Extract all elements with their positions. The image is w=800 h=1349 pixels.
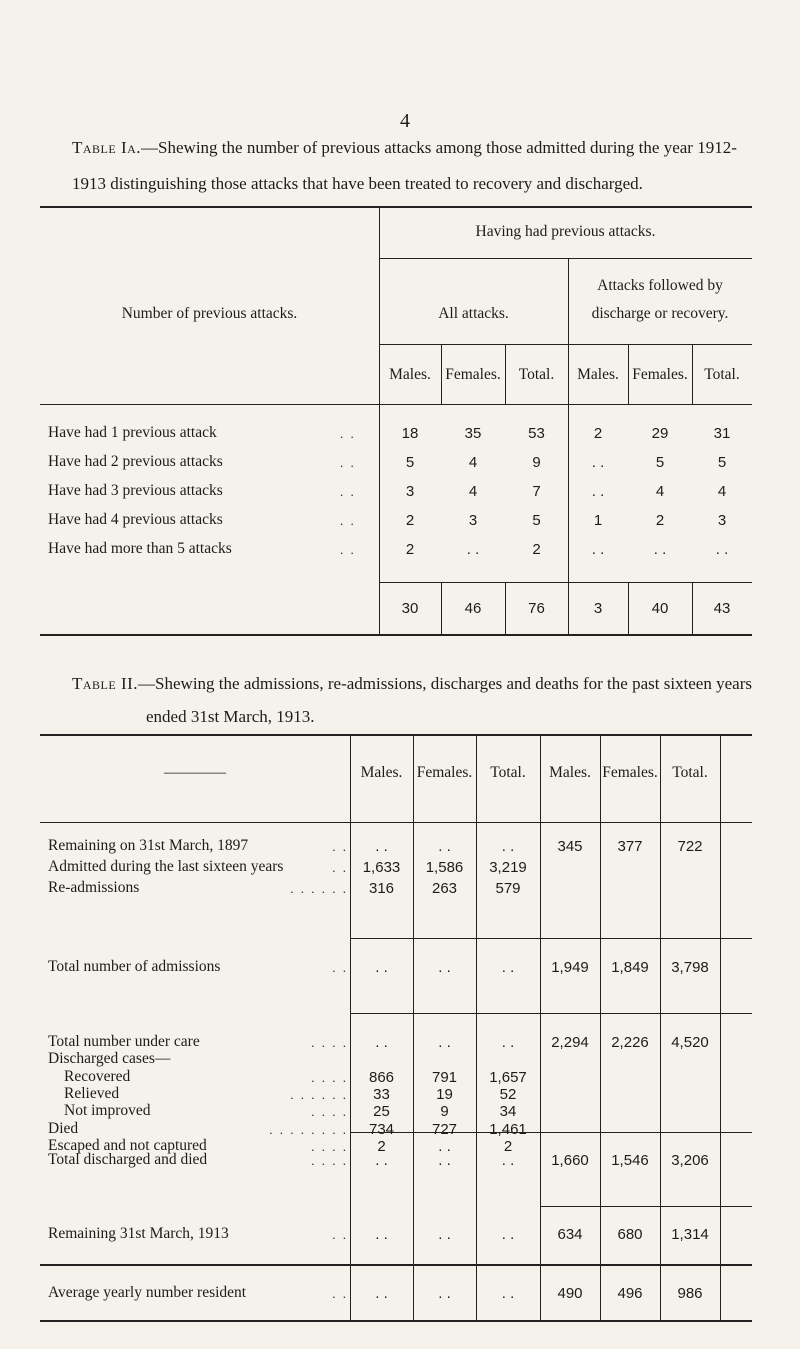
table1-caption bbox=[72, 131, 772, 165]
table2-rule bbox=[350, 1013, 752, 1014]
table1-cell: 5 bbox=[655, 454, 665, 471]
table1-cell: 35 bbox=[464, 425, 482, 442]
leader-dots: . . bbox=[340, 484, 356, 499]
table1-total-cell: 40 bbox=[651, 600, 669, 617]
table1-cell: 9 bbox=[532, 454, 541, 471]
table2-cell: 33 bbox=[373, 1085, 390, 1103]
table2-cumulative-cell: 496 bbox=[617, 1285, 643, 1302]
table2-row-label: Escaped and not captured bbox=[48, 1136, 207, 1154]
table1-cell: . . bbox=[715, 541, 729, 558]
table2-cell: . . bbox=[438, 1152, 451, 1169]
table1-row-label: Have had 1 previous attack bbox=[48, 424, 217, 441]
table2-cell: 3,219 bbox=[489, 859, 527, 876]
table1-cell: 1 bbox=[593, 512, 603, 529]
table2-row-label: Remaining on 31st March, 1897 bbox=[48, 837, 249, 854]
table2-cell: 52 bbox=[499, 1085, 517, 1103]
table1-cell: 4 bbox=[655, 483, 665, 500]
table2-cell: 263 bbox=[431, 880, 458, 897]
table2-col-males-cumulative: Males. bbox=[549, 764, 591, 781]
table1-cell: 2 bbox=[405, 512, 415, 529]
table1-cell: 5 bbox=[717, 454, 727, 471]
leader-dots: . . . . . . bbox=[290, 1086, 348, 1102]
table1-cell: 18 bbox=[401, 425, 419, 442]
table2-cumulative-cell: 345 bbox=[557, 838, 583, 855]
table2-cumulative-cell: 680 bbox=[617, 1226, 643, 1243]
table2-rule bbox=[350, 938, 752, 939]
table2-cell: . . bbox=[375, 1034, 388, 1051]
table2-rule bbox=[40, 1264, 752, 1266]
table2-row-label: Remaining 31st March, 1913 bbox=[48, 1225, 229, 1242]
table2-col-females-cumulative: Females. bbox=[602, 764, 658, 781]
leader-dots: . . . . bbox=[311, 1069, 348, 1085]
table1-cell: 2 bbox=[655, 512, 665, 529]
leader-dots: . . bbox=[332, 860, 348, 875]
table2-cell: . . bbox=[501, 838, 515, 855]
table2-corner-dash: ———— bbox=[164, 764, 226, 781]
table1-sub-rule bbox=[379, 344, 752, 345]
table2-divider bbox=[720, 734, 721, 1320]
table1-cell: 53 bbox=[528, 425, 545, 442]
table1-cell: 2 bbox=[532, 541, 541, 558]
table2-cell: . . bbox=[375, 1285, 388, 1302]
leader-dots: . . bbox=[332, 1286, 348, 1301]
leader-dots: . . bbox=[340, 455, 356, 470]
table2-row-label: Admitted during the last sixteen years bbox=[48, 858, 284, 875]
table2-col-total-cumulative: Total. bbox=[672, 764, 708, 781]
leader-dots: . . . . bbox=[311, 1153, 348, 1168]
table1-cell: 29 bbox=[651, 425, 669, 442]
table1-followed-header-line1: Attacks followed by bbox=[597, 277, 723, 294]
leader-dots: . . bbox=[340, 513, 356, 528]
table1-total-cell: 76 bbox=[528, 600, 545, 617]
table1-row-label: Have had 3 previous attacks bbox=[48, 482, 223, 499]
table1-row-label: Have had 2 previous attacks bbox=[48, 453, 223, 470]
table2-cumulative-cell: 1,314 bbox=[671, 1226, 709, 1243]
table1-cell: . . bbox=[591, 454, 605, 471]
leader-dots: . . bbox=[340, 426, 356, 441]
table2-cell: 1,461 bbox=[489, 1120, 527, 1138]
table1-cell: 2 bbox=[593, 425, 603, 442]
table2-cell: . . bbox=[501, 1285, 515, 1302]
table2-cell: 734 bbox=[368, 1120, 395, 1138]
table2-row-label: Total discharged and died bbox=[48, 1151, 208, 1168]
table1-cell: 31 bbox=[713, 425, 731, 442]
table1-total-cell: 3 bbox=[593, 600, 603, 617]
table2-top-rule bbox=[40, 734, 752, 736]
table2-cell: 19 bbox=[436, 1085, 453, 1103]
table1-total-cell: 46 bbox=[464, 600, 482, 617]
table1-total-rule bbox=[379, 582, 752, 583]
table2-cell: 1,633 bbox=[362, 859, 401, 876]
table2-cell: 1,586 bbox=[425, 859, 464, 876]
table1-total-cell: 43 bbox=[713, 600, 731, 617]
table2-cumulative-cell: 986 bbox=[677, 1285, 703, 1302]
table1-caption-line2: 1913 distinguishing those attacks that have been treated to recovery and discharged. bbox=[72, 174, 643, 193]
table1-caption-line1: —Shewing the number of previous attacks among those admitted during the year 1912- bbox=[141, 138, 737, 157]
table1-cell: . . bbox=[466, 541, 480, 558]
table2-cell: . . bbox=[375, 1152, 388, 1169]
table2-cell: 727 bbox=[431, 1120, 458, 1138]
table2-cell: . . bbox=[438, 1137, 451, 1155]
table2-caption-line1: —Shewing the admissions, re-admissions, discharges and deaths for the past sixteen years bbox=[138, 674, 752, 693]
table1-cell: 3 bbox=[405, 483, 415, 500]
table2-cumulative-cell: 377 bbox=[617, 838, 643, 855]
table2-cell: 579 bbox=[495, 880, 521, 897]
table2-col-males: Males. bbox=[360, 764, 403, 781]
table2-cell: 9 bbox=[440, 1103, 449, 1121]
table2-cell: . . bbox=[438, 1034, 451, 1051]
leader-dots: . . bbox=[332, 960, 348, 975]
table2-row-label: Recovered bbox=[64, 1067, 131, 1085]
table2-cumulative-cell: 1,849 bbox=[611, 959, 649, 976]
leader-dots: . . . . bbox=[311, 1035, 348, 1050]
table2-cell: . . bbox=[375, 1226, 388, 1243]
table1-followed-header-line2: discharge or recovery. bbox=[591, 305, 729, 322]
table1-cell: . . bbox=[591, 541, 605, 558]
table2-cell: . . bbox=[375, 838, 388, 855]
table2-header-bottom-rule bbox=[40, 822, 752, 823]
table1-cell: . . bbox=[653, 541, 667, 558]
table1-col-females: Females. bbox=[445, 366, 501, 383]
table1-cell: 5 bbox=[405, 454, 415, 471]
table2-row-label: Average yearly number resident bbox=[48, 1284, 247, 1301]
table1-col-total: Total. bbox=[518, 366, 555, 383]
table2-cell: . . bbox=[501, 1226, 515, 1243]
table2-cell: 316 bbox=[368, 880, 395, 897]
table2-cell: . . bbox=[501, 1034, 515, 1051]
table1-bottom-rule bbox=[40, 634, 752, 636]
table2-cumulative-cell: 1,546 bbox=[611, 1152, 649, 1169]
table1-cell: 4 bbox=[717, 483, 727, 500]
table2-cell: 866 bbox=[368, 1068, 395, 1086]
leader-dots: . . . . . . bbox=[290, 881, 348, 896]
table2-cell: 791 bbox=[431, 1068, 458, 1086]
table2-row-label: Discharged cases— bbox=[48, 1050, 171, 1068]
page-number: 4 bbox=[400, 110, 410, 132]
table2-caption bbox=[72, 667, 792, 701]
table2-caption-prefix: Table II. bbox=[72, 674, 139, 693]
table1-top-rule bbox=[40, 206, 752, 208]
table2-cell: 2 bbox=[503, 1137, 513, 1155]
table2-cumulative-cell: 3,206 bbox=[671, 1152, 709, 1169]
table1-row-label: Have had more than 5 attacks bbox=[48, 540, 232, 557]
table1-col-females-discharged: Females. bbox=[632, 366, 688, 383]
table2-col-females: Females. bbox=[416, 764, 473, 781]
table2-cell: . . bbox=[375, 959, 388, 976]
leader-dots: . . bbox=[340, 542, 356, 557]
table2-cumulative-cell: 1,660 bbox=[551, 1152, 589, 1169]
table2-cell: 2 bbox=[377, 1137, 386, 1155]
table2-cell: 1,657 bbox=[489, 1068, 527, 1086]
table2-row-label: Not improved bbox=[64, 1102, 151, 1120]
table1-row-label: Have had 4 previous attacks bbox=[48, 511, 223, 528]
table1-cell: . . bbox=[591, 483, 605, 500]
table1-group-header: Having had previous attacks. bbox=[475, 223, 656, 240]
table1-cell: 4 bbox=[468, 483, 478, 500]
table2-cell: 34 bbox=[499, 1103, 517, 1121]
table1-row-header: Number of previous attacks. bbox=[121, 305, 298, 322]
table1-col-total-discharged: Total. bbox=[704, 366, 740, 383]
table2-cumulative-cell: 2,294 bbox=[551, 1034, 589, 1051]
table1-all-attacks-header: All attacks. bbox=[438, 305, 509, 322]
table2-col-total: Total. bbox=[490, 764, 526, 781]
table2-cumulative-cell: 4,520 bbox=[671, 1034, 709, 1051]
table2-row-label: Re-admissions bbox=[48, 879, 140, 896]
table1-col-males-discharged: Males. bbox=[577, 366, 619, 383]
table1-caption-prefix: Table Ia. bbox=[72, 138, 142, 157]
table2-cell: . . bbox=[438, 838, 451, 855]
table2-cell: 25 bbox=[373, 1103, 390, 1121]
table1-cell: 4 bbox=[468, 454, 478, 471]
table2-cell: . . bbox=[438, 1226, 451, 1243]
table1-cell: 5 bbox=[532, 512, 541, 529]
table1-cell: 3 bbox=[468, 512, 478, 529]
table1-group-rule bbox=[379, 258, 752, 259]
leader-dots: . . . . . . . . bbox=[269, 1121, 348, 1137]
table2-caption-line2: ended 31st March, 1913. bbox=[146, 707, 315, 726]
table1-divider bbox=[379, 206, 380, 634]
table1-col-males: Males. bbox=[389, 366, 431, 383]
table2-cell: . . bbox=[438, 1285, 451, 1302]
table2-row-label: Died bbox=[48, 1119, 79, 1137]
table2-cumulative-cell: 1,949 bbox=[551, 959, 589, 976]
table2-cumulative-cell: 3,798 bbox=[671, 959, 709, 976]
table2-row-label: Total number of admissions bbox=[48, 958, 221, 975]
table1-cell: 3 bbox=[717, 512, 727, 529]
table2-row-label: Relieved bbox=[64, 1084, 120, 1102]
table2-cell: . . bbox=[501, 959, 515, 976]
table1-cell: 7 bbox=[532, 483, 541, 500]
leader-dots: . . . . bbox=[311, 1104, 348, 1120]
table2-cell: . . bbox=[501, 1152, 515, 1169]
leader-dots: . . bbox=[332, 1227, 348, 1242]
table2-cumulative-cell: 2,226 bbox=[611, 1034, 649, 1051]
table2-cumulative-cell: 722 bbox=[677, 838, 703, 855]
table1-total-cell: 30 bbox=[401, 600, 419, 617]
leader-dots: . . bbox=[332, 839, 348, 854]
table2-row-label: Total number under care bbox=[48, 1033, 200, 1050]
table2-cumulative-cell: 490 bbox=[557, 1285, 583, 1302]
table2-bottom-rule bbox=[40, 1320, 752, 1322]
table1-header-bottom-rule bbox=[40, 404, 752, 405]
leader-dots: . . . . bbox=[311, 1138, 348, 1154]
table2-cell: . . bbox=[438, 959, 451, 976]
table1-cell: 2 bbox=[405, 541, 415, 558]
table2-cumulative-cell: 634 bbox=[557, 1226, 583, 1243]
